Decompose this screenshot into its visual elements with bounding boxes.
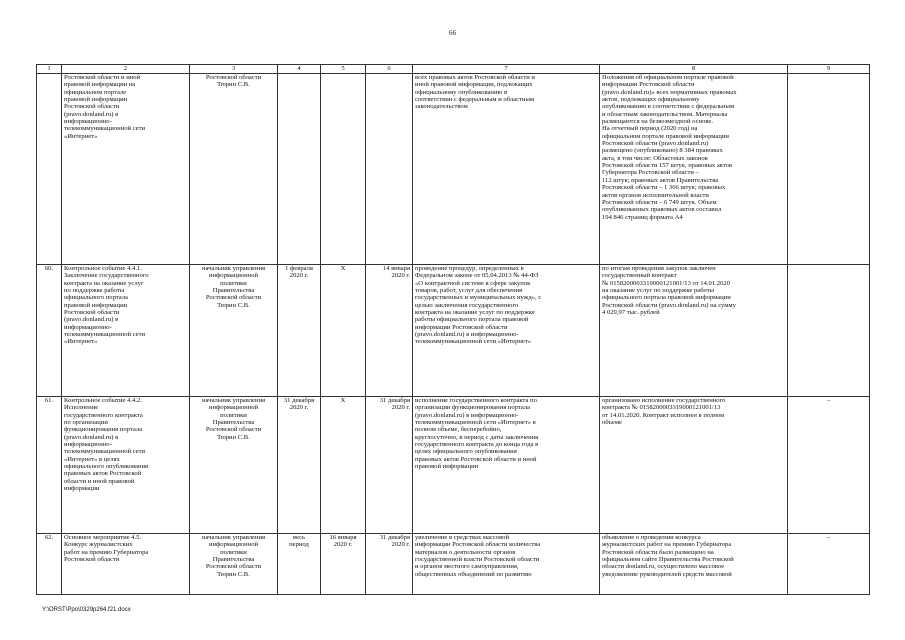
event-name: Основное мероприятие 4.5. Конкурс журналистских работ на премию Губернатора Ростовской области — [62, 534, 190, 595]
start-date — [321, 74, 366, 265]
end-date: 31 декабря 2020 г. — [366, 534, 413, 595]
header-col-9: 9 — [788, 65, 870, 74]
header-col-5: 5 — [321, 65, 366, 74]
expected-result: всех правовых актов Ростовской области и иной правовой информации, подлежащих официальному опубликованию в соответствии с федеральным и областным законодательством — [413, 74, 600, 265]
responsible: начальник управления информационной политики Правительства Ростовской области Тюрин С.В. — [190, 265, 278, 397]
row-number — [37, 74, 62, 265]
table-row — [37, 397, 870, 534]
table-row — [37, 74, 870, 265]
planned-date: 31 декабря 2020 г. — [278, 397, 321, 534]
header-col-8: 8 — [600, 65, 788, 74]
notes: – — [788, 397, 870, 534]
header-col-7: 7 — [413, 65, 600, 74]
table-row — [37, 534, 870, 595]
row-number: 61. — [37, 397, 62, 534]
report-table — [36, 64, 870, 595]
header-col-6: 6 — [366, 65, 413, 74]
actual-result: объявление о проведении конкурса журналистских работ на премию Губернатора Ростовской области было размещено на официальном сайте Правительства Ростовской области donland.ru, осуществлено массовое уведомление руководителей средств массовой — [600, 534, 788, 595]
start-date: 16 января 2020 г. — [321, 534, 366, 595]
planned-date — [278, 74, 321, 265]
header-col-1: 1 — [37, 65, 62, 74]
end-date: 14 января 2020 г. — [366, 265, 413, 397]
notes: – — [788, 534, 870, 595]
notes — [788, 265, 870, 397]
header-col-3: 3 — [190, 65, 278, 74]
header-col-2: 2 — [62, 65, 190, 74]
event-name: Ростовской области и иной правовой информации на официальном портале правовой информации Ростовской области (pravo.donland.ru) в информационно- телекоммуникационной сети «Интернет» — [62, 74, 190, 265]
expected-result: увеличение в средствах массовой информации Ростовской области количества материалов о деятельности органов государственной власти Ростовской области и органов местного самоуправления, общественных объединений по развитию — [413, 534, 600, 595]
start-date: Х — [321, 265, 366, 397]
table-row — [37, 265, 870, 397]
expected-result: проведение процедур, определенных в Федеральном законе от 05.04.2013 № 44-ФЗ «О контрактной системе в сфере закупок товаров, работ, услуг для обеспечения государственных и муниципальных нужд», с целью заключения государственного контракта на оказание услуг по поддержке работы официального портала правовой информации Ростовской области (pravo.donland.ru) в информационно- телекоммуникационной сети «Интернет» — [413, 265, 600, 397]
actual-result: по итогам проведения закупок заключен государственный контракт № 0158200003319000121001/13 от 14.01.2020 на оказание услуг по поддержке работы официального портала правовой информации Ростовской области (pravo.donland.ru) на сумму 4 029,97 тыс. рублей — [600, 265, 788, 397]
end-date — [366, 74, 413, 265]
end-date: 31 декабря 2020 г. — [366, 397, 413, 534]
event-name: Контрольное событие 4.4.2. Исполнение государственного контракта по организации функционирования портала (pravo.donland.ru) в информационно- телекоммуникационной сети «Интернет» в целях официального опубликования правовых актов Ростовской области и иной правовой информации — [62, 397, 190, 534]
row-number: 62. — [37, 534, 62, 595]
actual-result: организовано исполнение государственного контракта № 0158200003319000121001/13 от 14.01.2020. Контракт исполнен в полном объеме — [600, 397, 788, 534]
actual-result: Положения об официальном портале правовой информации Ростовской области (pravo.donland.ru)» всех нормативных правовых актов, подлежащих официальному опубликованию в соответствии с федеральным и областным законодательством. Материалы размещаются на безвозмездной основе. На отчетный период (2020 год) на официальном портале правовой информации Ростовской области (pravo.donland.ru) размещено (опубликовано) 8 384 правовых акта, в том числе: Областных законов Ростовской области 157 штук, правовых актов Губернатора Ростовской области – 112 штук; правовых актов Правительства Ростовской области – 1 366 штук; правовых актов органов исполнительной власти Ростовской области – 6 749 штук. Объем опубликованных правовых актов составил 194 846 страниц формата А4 — [600, 74, 788, 265]
start-date: Х — [321, 397, 366, 534]
planned-date: 1 февраля 2020 г. — [278, 265, 321, 397]
planned-date: весь период — [278, 534, 321, 595]
page-number: 66 — [449, 29, 456, 37]
responsible: начальник управления информационной политики Правительства Ростовской области Тюрин С.В. — [190, 397, 278, 534]
responsible: Ростовской области Тюрин С.В. — [190, 74, 278, 265]
row-number: 60. — [37, 265, 62, 397]
header-row — [37, 65, 870, 74]
responsible: начальник управления информационной политики Правительства Ростовской области Тюрин С.В. — [190, 534, 278, 595]
notes — [788, 74, 870, 265]
event-name: Контрольное событие 4.4.1. Заключение государственного контракта на оказание услуг по поддержке работы официального портала правовой информации Ростовской области (pravo.donland.ru) в информационно- телекоммуникационной сети «Интернет» — [62, 265, 190, 397]
expected-result: исполнение государственного контракта по организации функционирования портала (pravo.donland.ru) в информационно- телекоммуникационной сети «Интернет» в полном объеме, бесперебойно, круглосуточно, в период с даты заключения государственного контракта до конца года в целях официального опубликования правовых актов Ростовской области и иной правовой информации — [413, 397, 600, 534]
footer-file-path: Y:\ORST\Ppo\0329p264.f21.docx — [42, 607, 131, 613]
header-col-4: 4 — [278, 65, 321, 74]
